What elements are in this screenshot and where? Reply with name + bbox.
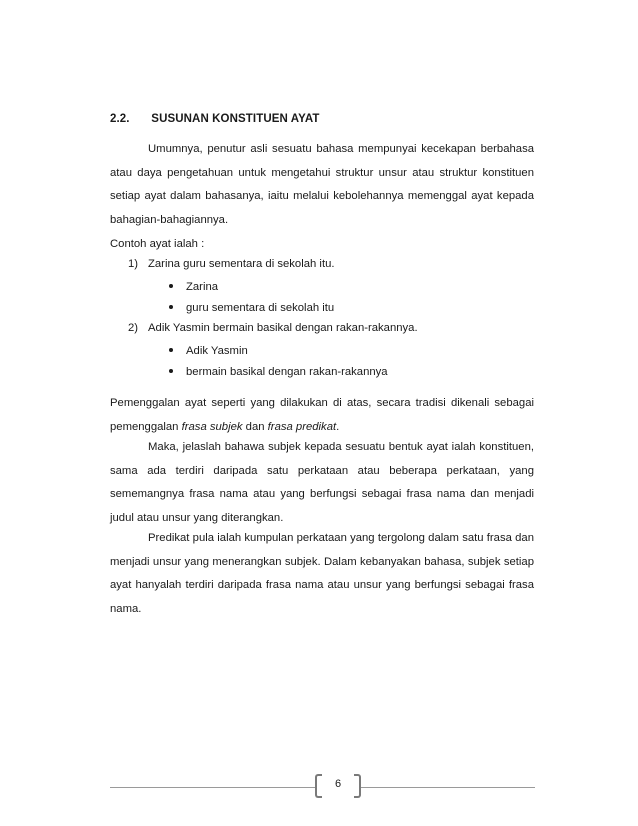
footer-rule-right <box>361 787 535 788</box>
section-number: 2.2. <box>110 113 130 125</box>
example-sentence: Zarina guru sementara di sekolah itu. <box>148 258 335 270</box>
term-frasa-subjek: frasa subjek <box>181 420 243 433</box>
bullet-icon <box>169 348 173 352</box>
paragraph-examples-label: Contoh ayat ialah : <box>110 238 205 250</box>
list-item: Zarina <box>169 281 218 293</box>
section-heading <box>110 113 320 125</box>
paragraph-intro: Umumnya, penutur asli sesuatu bahasa mempunyai kecekapan berbahasa atau daya pengetahuan untuk mengetahui struktur unsur atau struktur konstituen setiap ayat dalam bahasanya, iaitu melalui kebolehannya memenggal ayat kepada bahagian-bahagiannya. <box>110 143 534 226</box>
example-number: 2) <box>128 322 139 334</box>
list-item: bermain basikal dengan rakan-rakannya <box>169 366 388 378</box>
example-number: 1) <box>128 258 139 270</box>
bullet-icon <box>169 305 173 309</box>
paragraph-pemenggalan: Pemenggalan ayat seperti yang dilakukan di atas, secara tradisi dikenali sebagai pemenggalan frasa subjek dan frasa predikat. <box>110 397 534 433</box>
footer-rule-left <box>110 787 315 788</box>
list-item: Adik Yasmin <box>169 345 248 357</box>
example-sentence: Adik Yasmin bermain basikal dengan rakan-rakannya. <box>148 322 418 334</box>
section-title: SUSUNAN KONSTITUEN AYAT <box>151 113 320 125</box>
footer-bracket-left <box>315 774 322 798</box>
list-item: guru sementara di sekolah itu <box>169 302 334 314</box>
paragraph-predikat: Predikat pula ialah kumpulan perkataan yang tergolong dalam satu frasa dan menjadi unsur yang menerangkan subjek. Dalam kebanyakan bahasa, subjek setiap ayat hanyalah terdiri daripada frasa nama atau unsur yang berfungsi sebagai frasa nama. <box>110 532 534 615</box>
paragraph-subjek: Maka, jelaslah bahawa subjek kepada sesuatu bentuk ayat ialah konstituen, sama ada terdiri daripada satu perkataan atau beberapa perkataan, yang sememangnya frasa nama atau yang berfungsi sebagai frasa nama dan menjadi judul atau unsur yang diterangkan. <box>110 441 534 524</box>
bullet-icon <box>169 284 173 288</box>
example-item <box>128 258 335 270</box>
bullet-icon <box>169 369 173 373</box>
example-item <box>128 322 418 334</box>
page-number: 6 <box>334 778 342 790</box>
footer-bracket-right <box>354 774 361 798</box>
term-frasa-predikat: frasa predikat <box>267 420 337 433</box>
